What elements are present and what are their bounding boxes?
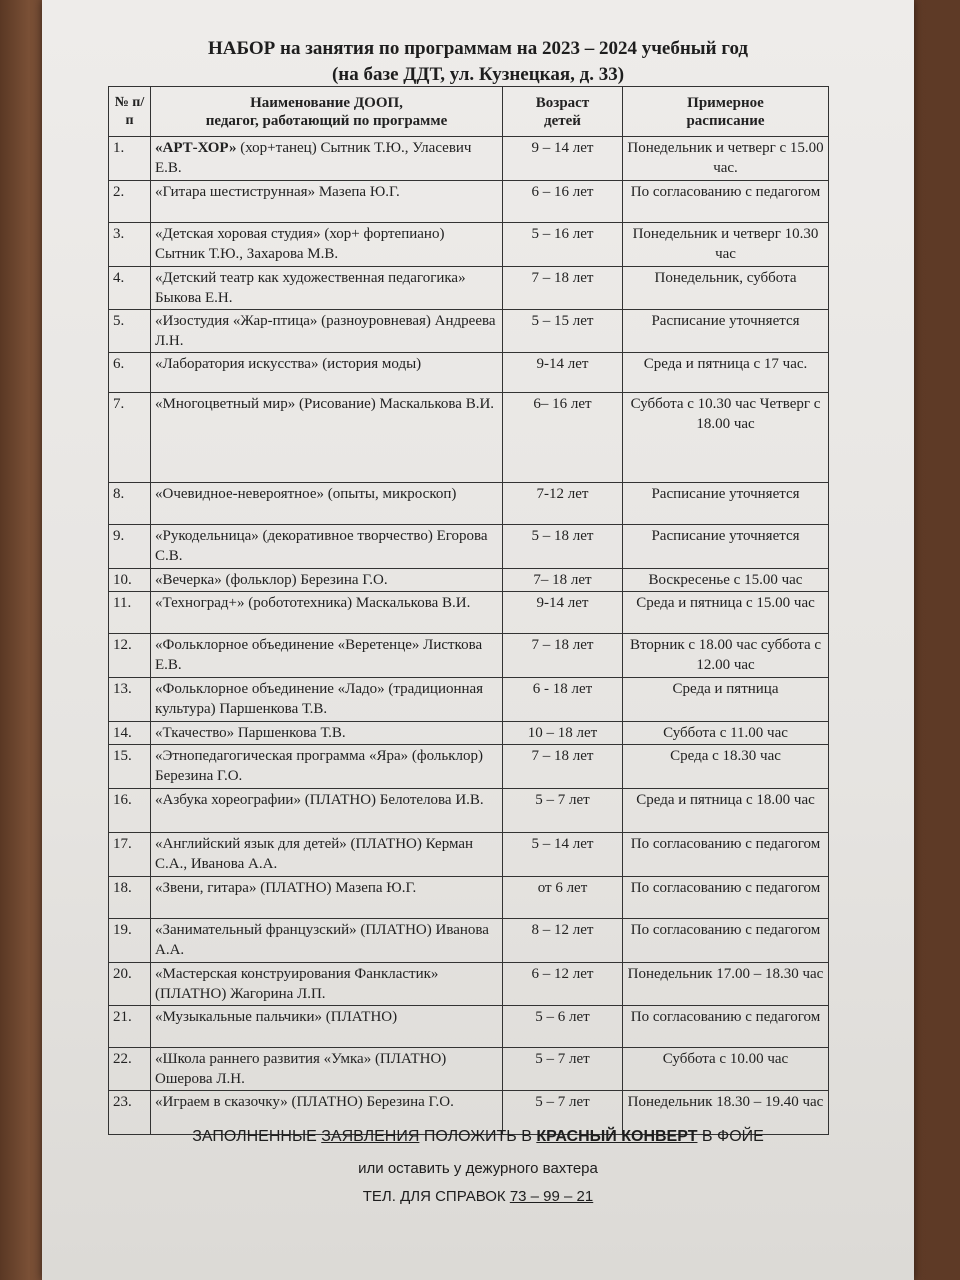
- row-schedule: Воскресенье с 15.00 час: [623, 569, 829, 592]
- footer-alternative: или оставить у дежурного вахтера: [358, 1160, 598, 1177]
- header-program-line1: Наименование ДООП,: [250, 94, 403, 111]
- row-number: 21.: [109, 1006, 151, 1048]
- header-age: [503, 87, 623, 137]
- row-program: [151, 569, 503, 592]
- footer-text-1: ЗАПОЛНЕННЫЕ: [192, 1128, 322, 1145]
- program-text: «Рукодельница» (декоративное творчество) Егорова С.В.: [155, 528, 488, 564]
- row-age: 6 - 18 лет: [503, 678, 623, 722]
- program-text: «Играем в сказочку» (ПЛАТНО) Березина Г.О.: [155, 1094, 454, 1110]
- row-number: 11.: [109, 592, 151, 634]
- footer-text-2: ПОЛОЖИТЬ В: [419, 1128, 537, 1145]
- row-program: [151, 877, 503, 919]
- footer-text-3: В ФОЙЕ: [697, 1128, 764, 1145]
- row-program: [151, 267, 503, 310]
- row-age: 7 – 18 лет: [503, 267, 623, 310]
- header-program-line2: педагог, работающий по программе: [205, 112, 448, 129]
- row-schedule: Суббота с 10.00 час: [623, 1048, 829, 1091]
- program-text: «Азбука хореографии» (ПЛАТНО) Белотелова И.В.: [155, 792, 484, 808]
- row-program: [151, 310, 503, 353]
- row-number: 17.: [109, 833, 151, 877]
- program-text: «Очевидное-невероятное» (опыты, микроскоп): [155, 486, 457, 502]
- program-text: «Лаборатория искусства» (история моды): [155, 356, 422, 372]
- table-row: [109, 310, 829, 353]
- table-row: [109, 181, 829, 223]
- table-row: [109, 223, 829, 267]
- row-program: [151, 634, 503, 678]
- row-age: 9-14 лет: [503, 353, 623, 393]
- table-row: [109, 137, 829, 181]
- program-text: «Детский театр как художественная педагогика» Быкова Е.Н.: [155, 270, 466, 306]
- row-age: 6 – 16 лет: [503, 181, 623, 223]
- program-text: «Музыкальные пальчики» (ПЛАТНО): [155, 1009, 398, 1025]
- row-age: 6 – 12 лет: [503, 963, 623, 1006]
- row-number: 3.: [109, 223, 151, 267]
- row-number: 5.: [109, 310, 151, 353]
- row-schedule: Суббота с 10.30 час Четверг с 18.00 час: [623, 393, 829, 483]
- row-number: 9.: [109, 525, 151, 569]
- header-program: [151, 87, 503, 137]
- row-schedule: Расписание уточняется: [623, 310, 829, 353]
- row-number: 6.: [109, 353, 151, 393]
- table-row: [109, 919, 829, 963]
- table-row: [109, 745, 829, 789]
- row-program: [151, 789, 503, 833]
- row-schedule: Понедельник и четверг с 15.00 час.: [623, 137, 829, 181]
- row-age: 5 – 7 лет: [503, 789, 623, 833]
- row-program: [151, 483, 503, 525]
- program-text: «Этнопедагогическая программа «Яра» (фольклор) Березина Г.О.: [155, 748, 483, 784]
- row-program: [151, 963, 503, 1006]
- table-header-row: [109, 87, 829, 137]
- row-number: 7.: [109, 393, 151, 483]
- header-age-line1: Возраст: [535, 94, 590, 111]
- header-age-line2: детей: [544, 112, 581, 129]
- table-row: [109, 592, 829, 634]
- row-schedule: Понедельник 18.30 – 19.40 час: [623, 1091, 829, 1135]
- row-age: 9 – 14 лет: [503, 137, 623, 181]
- row-age: 10 – 18 лет: [503, 722, 623, 745]
- row-age: 5 – 16 лет: [503, 223, 623, 267]
- row-schedule: По согласованию с педагогом: [623, 877, 829, 919]
- program-text: «Школа раннего развития «Умка» (ПЛАТНО) Ошерова Л.Н.: [155, 1051, 447, 1087]
- program-text: «Английский язык для детей» (ПЛАТНО) Керман С.А., Иванова А.А.: [155, 836, 474, 872]
- row-schedule: По согласованию с педагогом: [623, 833, 829, 877]
- table-row: [109, 483, 829, 525]
- row-schedule: Среда и пятница: [623, 678, 829, 722]
- program-text: «Техноград+» (робототехника) Маскалькова В.И.: [155, 595, 471, 611]
- program-text: «Детская хоровая студия» (хор+ фортепиано) Сытник Т.Ю., Захарова М.В.: [155, 226, 445, 262]
- paper-sheet: [42, 0, 914, 1280]
- row-program: [151, 353, 503, 393]
- table-row: [109, 353, 829, 393]
- footer-phone-label: ТЕЛ. ДЛЯ СПРАВОК: [362, 1188, 510, 1205]
- row-number: 1.: [109, 137, 151, 181]
- program-text: «Гитара шестиструнная» Мазепа Ю.Г.: [155, 184, 400, 200]
- row-program: [151, 833, 503, 877]
- row-age: 5 – 15 лет: [503, 310, 623, 353]
- document-subtitle: (на базе ДДТ, ул. Кузнецкая, д. 33): [331, 64, 625, 85]
- row-schedule: Среда и пятница с 15.00 час: [623, 592, 829, 634]
- row-age: 5 – 14 лет: [503, 833, 623, 877]
- row-program: [151, 592, 503, 634]
- row-schedule: Суббота с 11.00 час: [623, 722, 829, 745]
- table-row: [109, 1048, 829, 1091]
- program-text: «Многоцветный мир» (Рисование) Маскалькова В.И.: [155, 396, 495, 412]
- table-row: [109, 393, 829, 483]
- row-program: [151, 181, 503, 223]
- footer-phone-number: 73 – 99 – 21: [509, 1188, 594, 1205]
- row-number: 22.: [109, 1048, 151, 1091]
- program-text: «Фольклорное объединение «Ладо» (традиционная культура) Паршенкова Т.В.: [155, 681, 484, 717]
- row-number: 16.: [109, 789, 151, 833]
- row-schedule: Расписание уточняется: [623, 525, 829, 569]
- header-schedule-line1: Примерное: [687, 94, 764, 111]
- row-number: 13.: [109, 678, 151, 722]
- row-schedule: По согласованию с педагогом: [623, 919, 829, 963]
- schedule-table: [108, 86, 829, 1135]
- row-program: [151, 1006, 503, 1048]
- row-number: 14.: [109, 722, 151, 745]
- row-age: 5 – 7 лет: [503, 1091, 623, 1135]
- program-text: «Мастерская конструирования Фанкластик» (ПЛАТНО) Жагорина Л.П.: [155, 966, 439, 1002]
- row-number: 4.: [109, 267, 151, 310]
- document-title: НАБОР на занятия по программам на 2023 – 2024 учебный год: [207, 38, 749, 59]
- row-schedule: По согласованию с педагогом: [623, 1006, 829, 1048]
- footer-phone-line: [42, 1188, 914, 1205]
- row-program: [151, 745, 503, 789]
- row-age: 5 – 7 лет: [503, 1048, 623, 1091]
- row-schedule: Вторник с 18.00 час суббота с 12.00 час: [623, 634, 829, 678]
- row-age: 5 – 18 лет: [503, 525, 623, 569]
- table-row: [109, 1006, 829, 1048]
- row-age: 5 – 6 лет: [503, 1006, 623, 1048]
- row-schedule: Понедельник 17.00 – 18.30 час: [623, 963, 829, 1006]
- row-age: 8 – 12 лет: [503, 919, 623, 963]
- row-age: 9-14 лет: [503, 592, 623, 634]
- program-text: «Фольклорное объединение «Веретенце» Листкова Е.В.: [155, 637, 483, 673]
- row-number: 10.: [109, 569, 151, 592]
- row-schedule: Среда и пятница с 18.00 час: [623, 789, 829, 833]
- row-program: [151, 1048, 503, 1091]
- row-age: 7-12 лет: [503, 483, 623, 525]
- row-age: 6– 16 лет: [503, 393, 623, 483]
- row-program: [151, 919, 503, 963]
- row-schedule: Понедельник и четверг 10.30 час: [623, 223, 829, 267]
- table-row: [109, 569, 829, 592]
- row-program: [151, 137, 503, 181]
- row-age: от 6 лет: [503, 877, 623, 919]
- footer-instruction: [42, 1128, 914, 1146]
- row-schedule: По согласованию с педагогом: [623, 181, 829, 223]
- row-program: [151, 223, 503, 267]
- footer-red-envelope: КРАСНЫЙ КОНВЕРТ: [536, 1128, 698, 1145]
- row-program: [151, 678, 503, 722]
- footer-applications: ЗАЯВЛЕНИЯ: [321, 1128, 420, 1145]
- program-text: (хор+танец) Сытник Т.Ю., Уласевич Е.В.: [155, 140, 472, 176]
- table-row: [109, 963, 829, 1006]
- table-row: [109, 877, 829, 919]
- table-row: [109, 833, 829, 877]
- row-number: 8.: [109, 483, 151, 525]
- row-number: 2.: [109, 181, 151, 223]
- row-program: [151, 393, 503, 483]
- table-row: [109, 525, 829, 569]
- program-text: «Изостудия «Жар-птица» (разноуровневая) Андреева Л.Н.: [155, 313, 496, 349]
- row-number: 12.: [109, 634, 151, 678]
- row-schedule: Среда и пятница с 17 час.: [623, 353, 829, 393]
- row-number: 19.: [109, 919, 151, 963]
- row-program: [151, 525, 503, 569]
- row-age: 7 – 18 лет: [503, 634, 623, 678]
- row-number: 15.: [109, 745, 151, 789]
- row-schedule: Среда с 18.30 час: [623, 745, 829, 789]
- program-text: «Ткачество» Паршенкова Т.В.: [155, 725, 346, 741]
- program-text: «Вечерка» (фольклор) Березина Г.О.: [155, 572, 388, 588]
- row-program: [151, 722, 503, 745]
- row-age: 7 – 18 лет: [503, 745, 623, 789]
- header-schedule-line2: расписание: [686, 112, 765, 129]
- program-text: «Занимательный французский» (ПЛАТНО) Иванова А.А.: [155, 922, 489, 958]
- header-number: № п/п: [109, 87, 151, 137]
- table-row: [109, 789, 829, 833]
- table-row: [109, 722, 829, 745]
- row-schedule: Расписание уточняется: [623, 483, 829, 525]
- program-title-bold: «АРТ-ХОР»: [155, 140, 237, 156]
- table-row: [109, 267, 829, 310]
- program-text: «Звени, гитара» (ПЛАТНО) Мазепа Ю.Г.: [155, 880, 417, 896]
- row-number: 23.: [109, 1091, 151, 1135]
- table-row: [109, 634, 829, 678]
- table-row: [109, 678, 829, 722]
- row-age: 7– 18 лет: [503, 569, 623, 592]
- row-schedule: Понедельник, суббота: [623, 267, 829, 310]
- row-number: 20.: [109, 963, 151, 1006]
- header-schedule: [623, 87, 829, 137]
- row-number: 18.: [109, 877, 151, 919]
